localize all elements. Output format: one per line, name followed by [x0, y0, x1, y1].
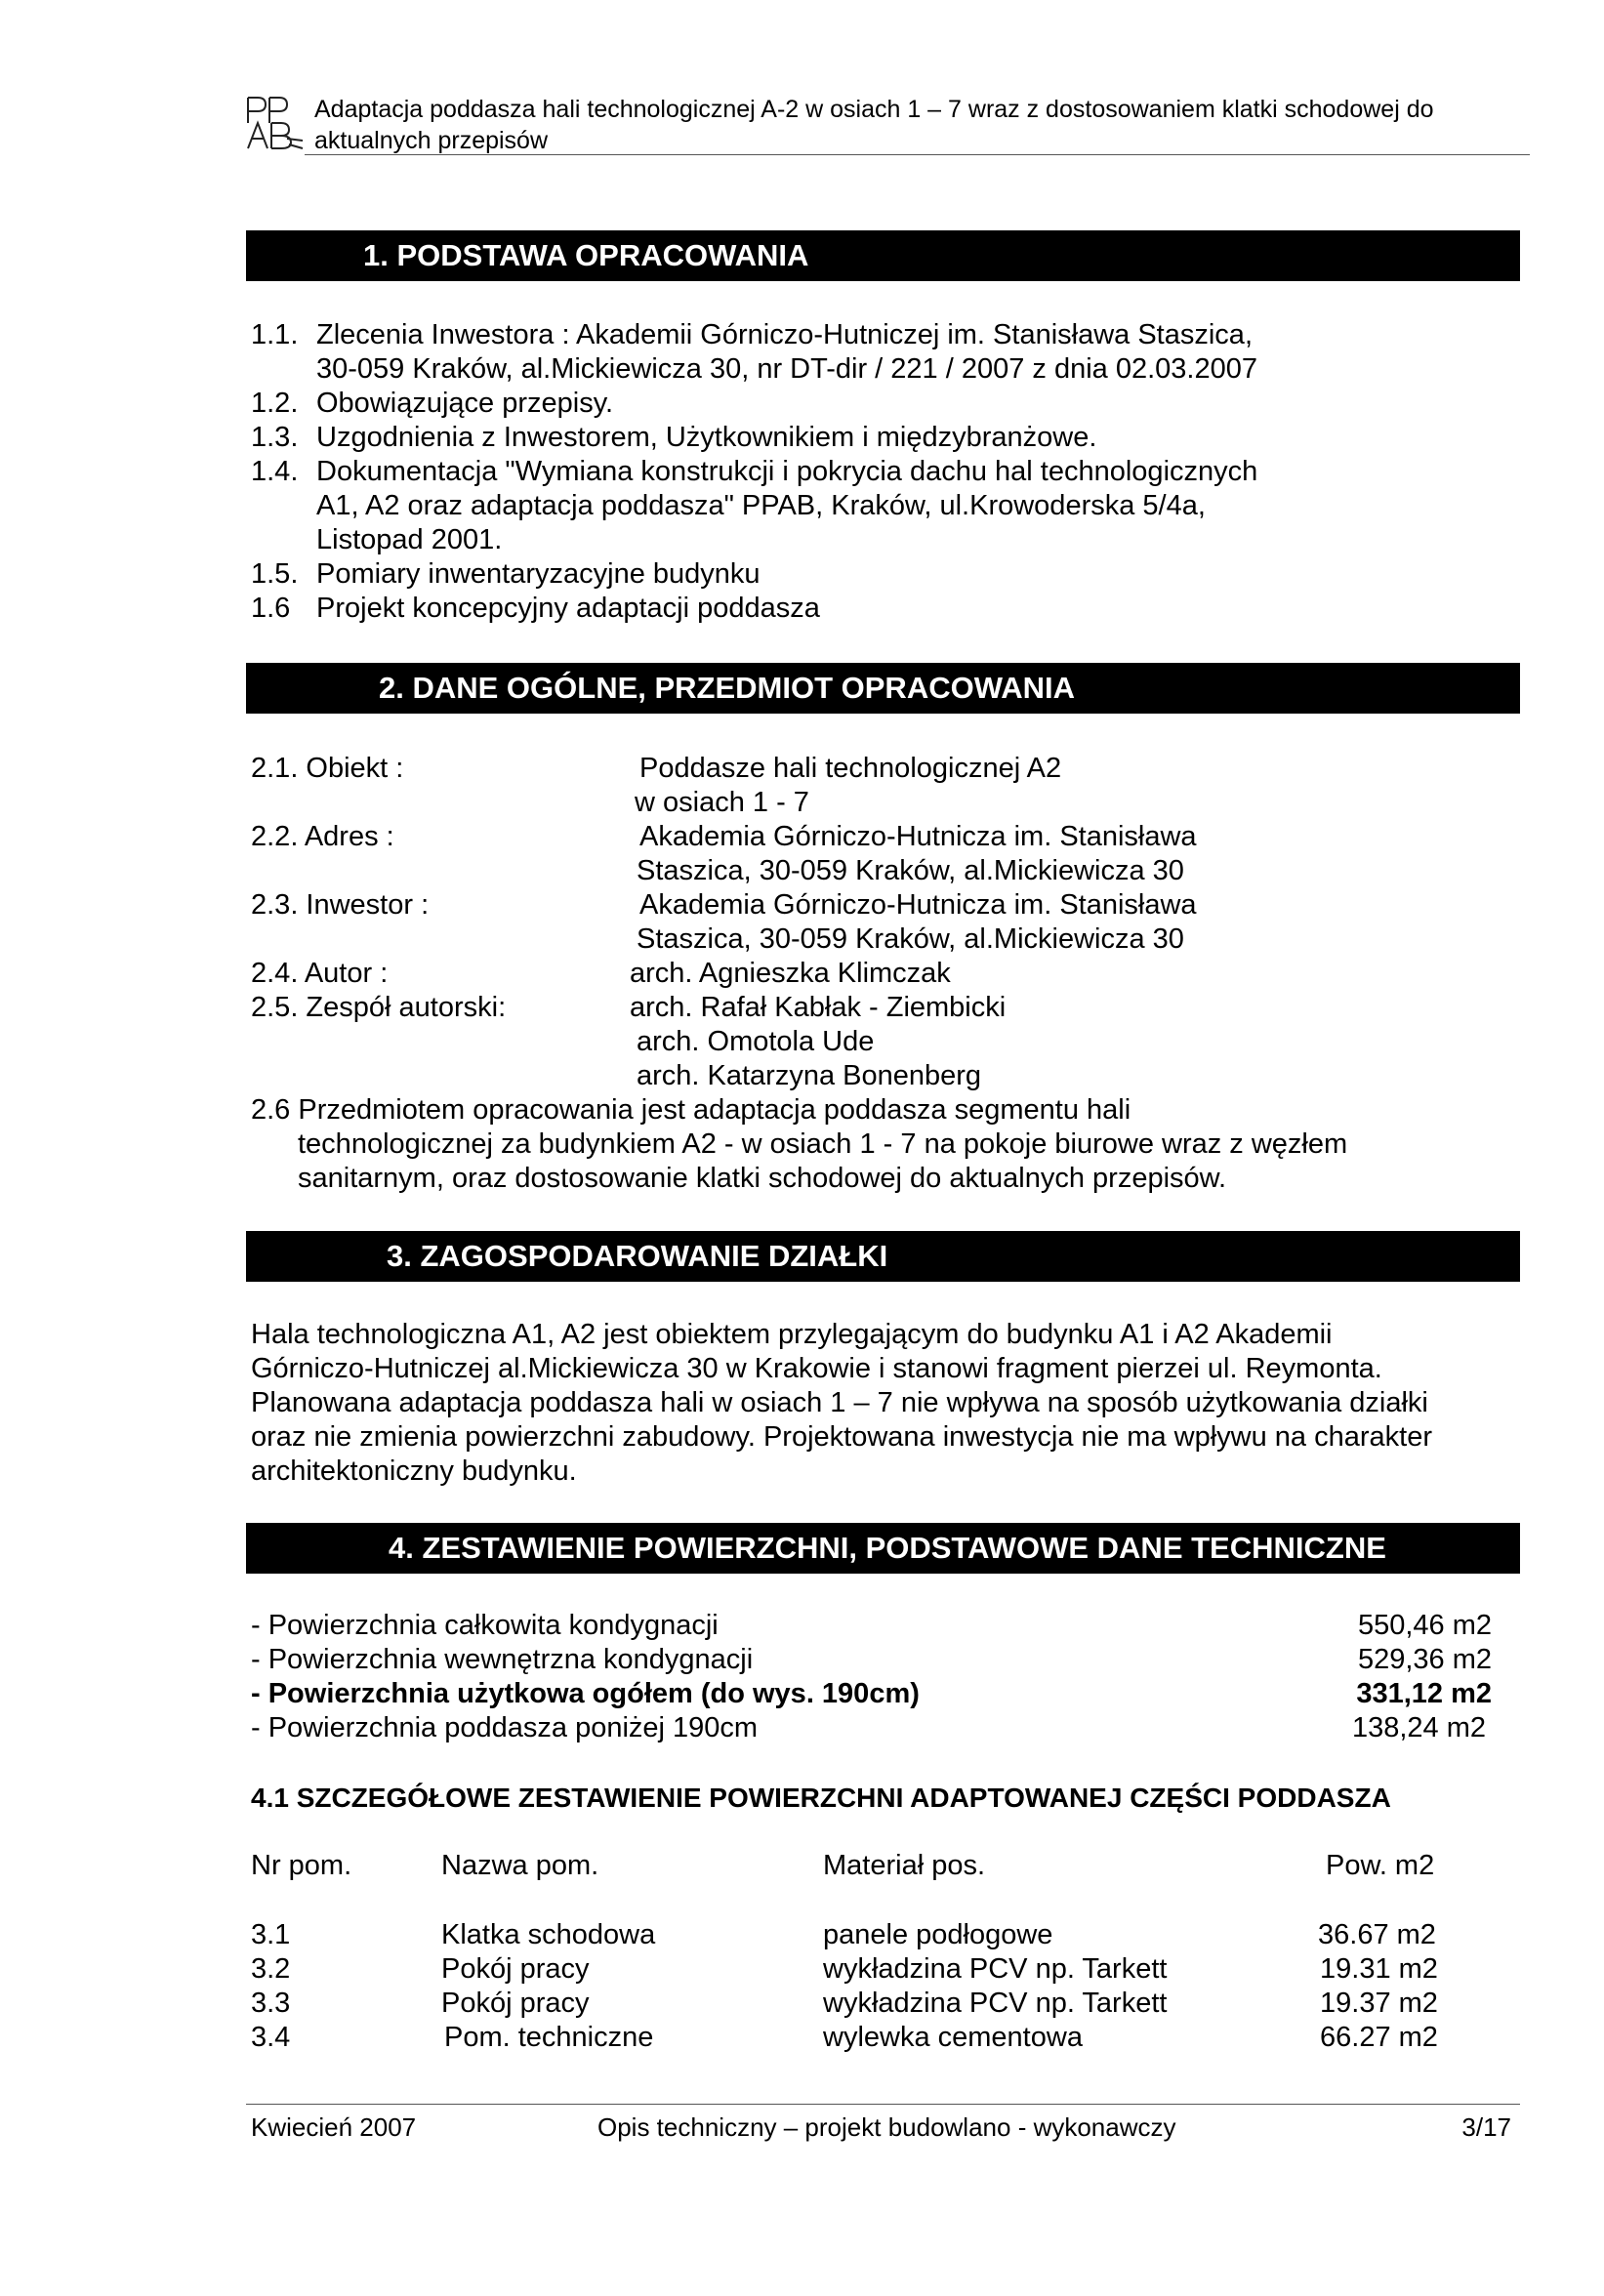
header-divider	[305, 154, 1530, 155]
field-2-1-label: 2.1. Obiekt :	[251, 753, 404, 784]
document-header-title	[314, 94, 1525, 156]
header-title-line-1: Adaptacja poddasza hali technologicznej A-2 w osiach 1 – 7 wraz z dostosowaniem klatki schodowej do	[314, 96, 1434, 123]
section-1-heading-bar	[246, 230, 1520, 281]
table-row-2-number: 3.2	[251, 1953, 291, 1985]
field-2-3-label: 2.3. Inwestor :	[251, 889, 430, 921]
header-title-line-2: aktualnych przepisów	[314, 127, 549, 154]
footer-document-title: Opis techniczny – projekt budowlano - wykonawczy	[597, 2112, 1176, 2142]
field-2-5-value-3: arch. Katarzyna Bonenberg	[637, 1060, 982, 1091]
field-2-2-value-1: Akademia Górniczo-Hutnicza im. Stanisława	[639, 821, 1197, 852]
section-2-heading: 2. DANE OGÓLNE, PRZEDMIOT OPRACOWANIA	[379, 671, 1076, 705]
field-2-1-value-2: w osiach 1 - 7	[635, 787, 809, 818]
field-2-5-value-1: arch. Rafał Kabłak - Ziembicki	[630, 992, 1007, 1023]
field-2-3-value-2: Staszica, 30-059 Kraków, al.Mickiewicza 30	[637, 923, 1184, 955]
footer-page-number: 3/17	[1461, 2112, 1511, 2142]
field-2-1-value-1: Poddasze hali technologicznej A2	[639, 753, 1062, 784]
table-row-1-name: Klatka schodowa	[441, 1919, 656, 1950]
item-1-1-line-2: 30-059 Kraków, al.Mickiewicza 30, nr DT-dir / 221 / 2007 z dnia 02.03.2007	[316, 353, 1257, 385]
section-3-heading: 3. ZAGOSPODAROWANIE DZIAŁKI	[387, 1239, 888, 1273]
section-1-heading: 1. PODSTAWA OPRACOWANIA	[363, 238, 809, 272]
item-1-4-number: 1.4.	[251, 456, 299, 487]
item-1-1-number: 1.1.	[251, 319, 299, 350]
table-row-4-name: Pom. techniczne	[444, 2022, 654, 2053]
area-internal-value: 529,36 m2	[1357, 1644, 1492, 1675]
footer-divider	[246, 2104, 1520, 2105]
section-3-paragraph-line-4: oraz nie zmienia powierzchni zabudowy. Projektowana inwestycja nie ma wpływu na charakter	[251, 1421, 1432, 1453]
section-3-paragraph-line-1: Hala technologiczna A1, A2 jest obiektem przylegającym do budynku A1 i A2 Akademii	[251, 1319, 1333, 1350]
area-below-190-label: - Powierzchnia poddasza poniżej 190cm	[251, 1712, 759, 1743]
table-row-3-name: Pokój pracy	[441, 1988, 590, 2019]
field-2-5-label: 2.5. Zespół autorski:	[251, 992, 507, 1023]
item-1-4-line-1: Dokumentacja "Wymiana konstrukcji i pokrycia dachu hal technologicznych	[316, 456, 1258, 487]
table-row-3-material: wykładzina PCV np. Tarkett	[823, 1988, 1168, 2019]
table-row-3-number: 3.3	[251, 1988, 291, 2019]
table-row-1-number: 3.1	[251, 1919, 291, 1950]
table-header-room-number: Nr pom.	[251, 1850, 352, 1881]
field-2-2-label: 2.2. Adres :	[251, 821, 394, 852]
table-row-2-area: 19.31 m2	[1320, 1953, 1438, 1985]
table-row-4-area: 66.27 m2	[1320, 2022, 1438, 2053]
item-1-4-line-2: A1, A2 oraz adaptacja poddasza" PPAB, Kraków, ul.Krowoderska 5/4a,	[316, 490, 1206, 521]
table-row-1-material: panele podłogowe	[823, 1919, 1053, 1950]
field-2-5-value-2: arch. Omotola Ude	[637, 1026, 875, 1057]
table-header-material: Materiał pos.	[823, 1850, 986, 1881]
item-1-6-number: 1.6	[251, 593, 291, 624]
field-2-4-label: 2.4. Autor :	[251, 958, 389, 989]
item-1-3-text: Uzgodnienia z Inwestorem, Użytkownikiem i międzybranżowe.	[316, 422, 1097, 453]
item-2-6-line-1: 2.6 Przedmiotem opracowania jest adaptacja poddasza segmentu hali	[251, 1094, 1131, 1126]
table-row-2-material: wykładzina PCV np. Tarkett	[823, 1953, 1168, 1985]
item-2-6-line-2: technologicznej za budynkiem A2 - w osiach 1 - 7 na pokoje biurowe wraz z węzłem	[298, 1128, 1348, 1160]
section-3-paragraph-line-5: architektoniczny budynku.	[251, 1456, 577, 1487]
section-4-heading: 4. ZESTAWIENIE POWIERZCHNI, PODSTAWOWE DANE TECHNICZNE	[389, 1531, 1386, 1565]
section-2-heading-bar	[246, 663, 1520, 714]
item-1-5-text: Pomiary inwentaryzacyjne budynku	[316, 558, 761, 590]
section-3-paragraph-line-2: Górniczo-Hutniczej al.Mickiewicza 30 w Krakowie i stanowi fragment pierzei ul. Reymonta.	[251, 1353, 1382, 1384]
field-2-3-value-1: Akademia Górniczo-Hutnicza im. Stanisława	[639, 889, 1197, 921]
section-3-heading-bar	[246, 1231, 1520, 1282]
area-below-190-value: 138,24 m2	[1351, 1712, 1486, 1743]
section-4-heading-bar	[246, 1523, 1520, 1574]
item-1-4-line-3: Listopad 2001.	[316, 524, 503, 555]
area-total-label: - Powierzchnia całkowita kondygnacji	[251, 1610, 719, 1641]
footer-date: Kwiecień 2007	[251, 2112, 417, 2142]
item-1-5-number: 1.5.	[251, 558, 299, 590]
table-header-area: Pow. m2	[1326, 1850, 1435, 1881]
table-row-1-area: 36.67 m2	[1318, 1919, 1436, 1950]
section-3-paragraph-line-3: Planowana adaptacja poddasza hali w osiach 1 – 7 nie wpływa na sposób użytkowania działki	[251, 1387, 1428, 1418]
table-row-2-name: Pokój pracy	[441, 1953, 590, 1985]
item-1-3-number: 1.3.	[251, 422, 299, 453]
subsection-4-1-heading: 4.1 SZCZEGÓŁOWE ZESTAWIENIE POWIERZCHNI ADAPTOWANEJ CZĘŚCI PODDASZA	[251, 1783, 1391, 1813]
field-2-4-value: arch. Agnieszka Klimczak	[630, 958, 951, 989]
table-header-room-name: Nazwa pom.	[441, 1850, 599, 1881]
table-row-4-material: wylewka cementowa	[823, 2022, 1083, 2053]
item-1-6-text: Projekt koncepcyjny adaptacji poddasza	[316, 593, 820, 624]
ppab-logo-icon	[244, 94, 305, 152]
area-internal-label: - Powierzchnia wewnętrzna kondygnacji	[251, 1644, 754, 1675]
item-2-6-line-3: sanitarnym, oraz dostosowanie klatki schodowej do aktualnych przepisów.	[298, 1163, 1227, 1194]
table-row-4-number: 3.4	[251, 2022, 291, 2053]
area-total-value: 550,46 m2	[1357, 1610, 1492, 1641]
area-usable-label: - Powierzchnia użytkowa ogółem (do wys. 190cm)	[251, 1678, 920, 1709]
table-row-3-area: 19.37 m2	[1320, 1988, 1438, 2019]
item-1-1-line-1: Zlecenia Inwestora : Akademii Górniczo-Hutniczej im. Stanisława Staszica,	[316, 319, 1253, 350]
field-2-2-value-2: Staszica, 30-059 Kraków, al.Mickiewicza 30	[637, 855, 1184, 886]
area-usable-value: 331,12 m2	[1356, 1678, 1492, 1709]
item-1-2-number: 1.2.	[251, 388, 299, 419]
item-1-2-text: Obowiązujące przepisy.	[316, 388, 614, 419]
